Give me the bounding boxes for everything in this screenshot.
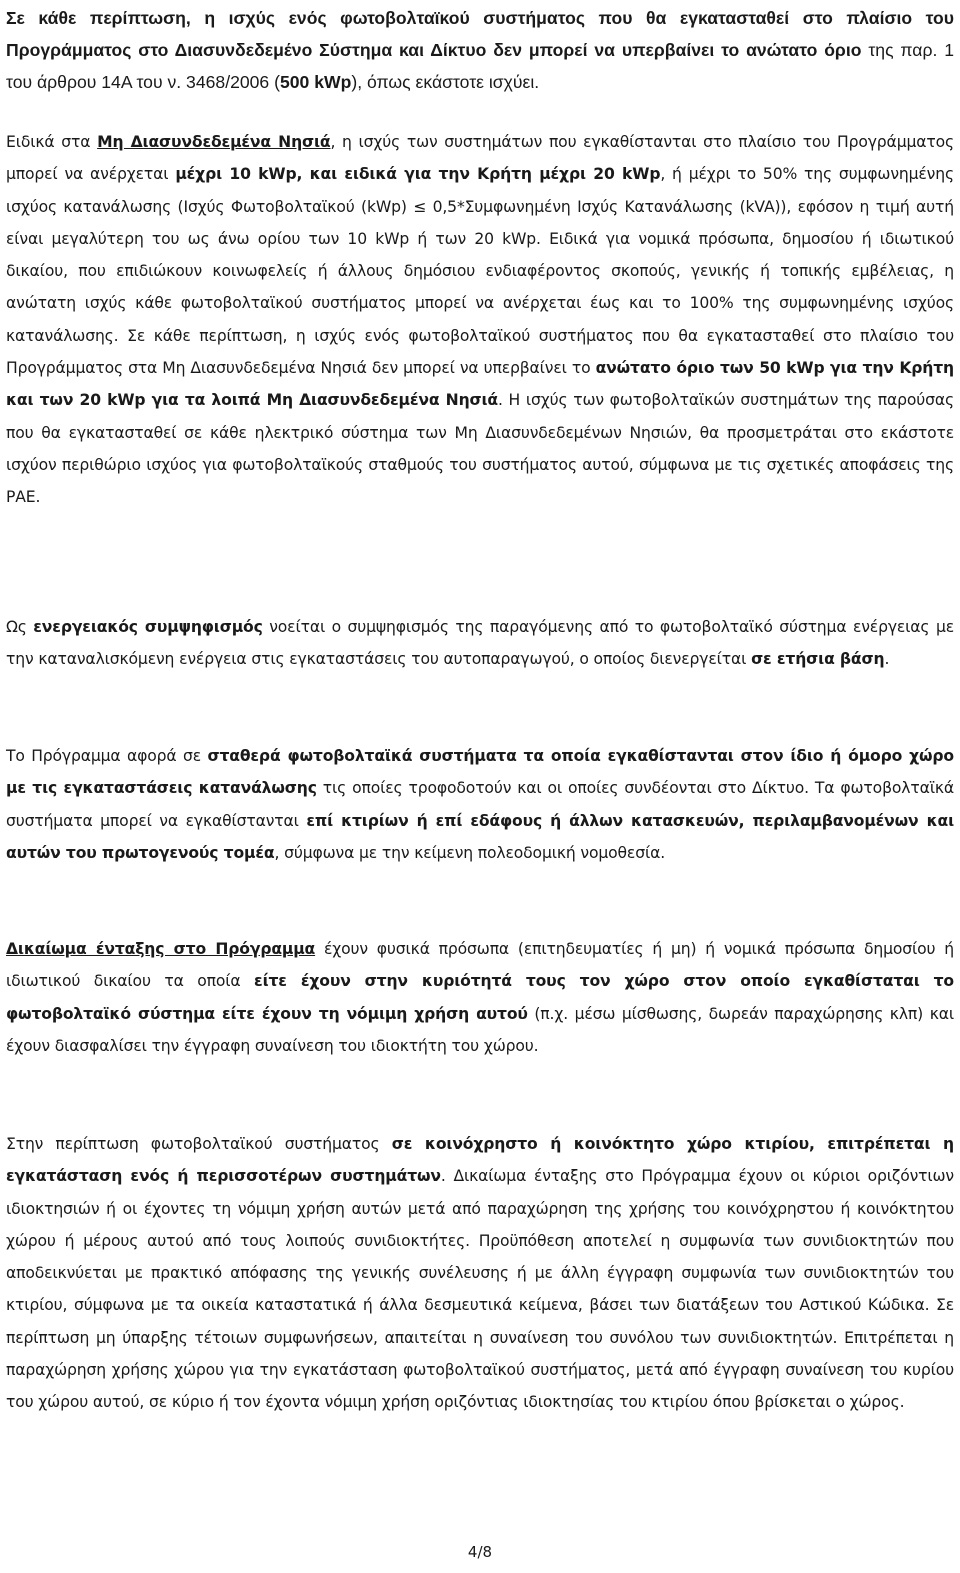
eligibility-term: Δικαίωμα ένταξης στο Πρόγραμμα [6, 940, 316, 958]
scope-systems: σταθερά φωτοβολταϊκά συστήματα τα οποία εγκαθίστανται στον ίδιο ή όμορο χώρο με τις εγκαταστάσεις κατανάλωσης [6, 747, 954, 798]
eligibility-condition: είτε έχουν στην κυριότητά τους τον χώρο στον οποίο εγκαθίσταται το φωτοβολταϊκό σύστημα είτε έχουν τη νόμιμη χρήση αυτού [6, 972, 954, 1023]
islands-text-1: Ειδικά στα [6, 133, 98, 151]
common-text-1: Στην περίπτωση φωτοβολταϊκού συστήματος [6, 1135, 392, 1153]
intro-text-end: ), όπως εκάστοτε ισχύει. [351, 72, 540, 92]
eligibility-paragraph [6, 933, 954, 1062]
islands-text-2: , η ισχύς των συστημάτων που εγκαθίστανται στο πλαίσιο του Προγράμματος μπορεί να ανέρχεται [6, 133, 954, 184]
scope-paragraph [6, 740, 954, 869]
netmetering-text-1: Ως [6, 618, 34, 636]
islands-term: Μη Διασυνδεδεμένα Νησιά [97, 133, 331, 151]
islands-text-4: . Η ισχύς των φωτοβολταϊκών συστημάτων της παρούσας που θα εγκατασταθεί σε κάθε ηλεκτρικό σύστημα των Μη Διασυνδεδεμένων Νησιών, θα προσμετράται στο εκάστοτε ισχύον περιθώριο ισχύος για φωτοβολταϊκούς σταθμούς του συστήματος αυτού, σύμφωνα με τις σχετικές αποφάσεις της ΡΑΕ. [6, 391, 954, 507]
common-text-2: . Δικαίωμα ένταξης στο Πρόγραμμα έχουν οι κύριοι οριζόντιων ιδιοκτησιών ή οι έχοντες τη νόμιμη χρήση αυτών μετά από παραχώρηση της χρήσης του κοινόχρηστου ή κοινόκτητου χώρου ή μέρους αυτού από τους λοιπούς συνιδιοκτήτες. Προϋπόθεση αποτελεί η συμφωνία των συνιδιοκτητών που αποδεικνύεται με πρακτικό απόφασης της γενικής συνέλευσης ή με άλλη έγγραφη συμφωνία των συνιδιοκτητών του κτιρίου, σύμφωνα με τα οικεία καταστατικά ή άλλα δεσμευτικά κείμενα, βάσει των διατάξεων του Αστικού Κώδικα. Σε περίπτωση μη ύπαρξης τέτοιων συμφωνήσεων, απαιτείται η συναίνεση του συνόλου των συνιδιοκτητών. Επιτρέπεται η παραχώρηση χρήσης χώρου για την εγκατάσταση φωτοβολταϊκού συστήματος, μετά από έγγραφη συναίνεση του κυρίου του χώρου αυτού, σε κύριο ή τον έχοντα νόμιμη χρήση οριζόντιας ιδιοκτησίας του κτιρίου όπου βρίσκεται ο χώρος. [6, 1167, 954, 1412]
netmetering-text-3: . [884, 650, 890, 669]
islands-paragraph [6, 126, 954, 514]
scope-text-3: , σύμφωνα με την κείμενη πολεοδομική νομοθεσία. [274, 843, 666, 862]
scope-text-2: τις οποίες τροφοδοτούν και οι οποίες συνδέονται στο Δίκτυο. Τα φωτοβολταϊκά συστήματα μπορεί να εγκαθίστανται [6, 779, 954, 830]
netmetering-text-2: νοείται ο συμψηφισμός της παραγόμενης από το φωτοβολταϊκό σύστημα ενέργειας με την καταναλισκόμενη ενέργεια στις εγκαταστάσεις του αυτοπαραγωγού, ο οποίος διενεργείται [6, 618, 954, 669]
intro-limit: 500 kWp [279, 72, 352, 92]
intro-text-bold: Σε κάθε περίπτωση, η ισχύς ενός φωτοβολταϊκού συστήματος που θα εγκατασταθεί στο πλαίσιο του Προγράμματος στο Διασυνδεδεμένο Σύστημα και Δίκτυο δεν μπορεί να υπερβαίνει το ανώτατο όριο [6, 8, 954, 60]
common-space-paragraph [6, 1128, 954, 1419]
netmetering-term: ενεργειακός συμψηφισμός [33, 618, 263, 636]
islands-max-limit: ανώτατο όριο των 50 kWp για την Κρήτη και των 20 kWp για τα λοιπά Μη Διασυνδεδεμένα Νησιά [6, 359, 954, 410]
netmetering-basis: σε ετήσια βάση [751, 650, 885, 669]
intro-paragraph [6, 2, 954, 98]
common-permission: σε κοινόχρηστο ή κοινόκτητο χώρο κτιρίου, επιτρέπεται η εγκατάσταση ενός ή περισσοτέρων συστημάτων [6, 1135, 954, 1186]
eligibility-text-1: έχουν φυσικά πρόσωπα (επιτηδευματίες ή μη) ή νομικά πρόσωπα δημοσίου ή ιδιωτικού δικαίου τα οποία [6, 940, 954, 991]
netmetering-paragraph [6, 611, 954, 676]
islands-limit: μέχρι 10 kWp, και ειδικά για την Κρήτη μέχρι 20 kWp [175, 165, 661, 184]
eligibility-text-2: (π.χ. μέσω μίσθωσης, δωρεάν παραχώρησης κλπ) και έχουν διασφαλίσει την έγγραφη συναίνεση του ιδιοκτήτη του χώρου. [6, 1004, 954, 1055]
scope-text-1: Το Πρόγραμμα αφορά σε [6, 747, 208, 765]
islands-text-3: , ή μέχρι το 50% της συμφωνημένης ισχύος κατανάλωσης (Ισχύς Φωτοβολταϊκού (kWp) ≤ 0,5*Συμφωνημένη Ισχύς Κατανάλωσης (kVA)), εφόσον η τιμή αυτή είναι μεγαλύτερη του ως άνω ορίου των 10 kWp ή των 20 kWp. Ειδικά για νομικά πρόσωπα, δημοσίου ή ιδιωτικού δικαίου, που επιδιώκουν κοινωφελείς ή άλλους δημόσιου ενδιαφέροντος σκοπούς, γενικής ή τοπικής εμβέλειας, η ανώτατη ισχύς κάθε φωτοβολταϊκού συστήματος μπορεί να ανέρχεται έως και το 100% της συμφωνημένης ισχύος κατανάλωσης. Σε κάθε περίπτωση, η ισχύς ενός φωτοβολταϊκού συστήματος που θα εγκατασταθεί στο πλαίσιο του Προγράμματος στα Μη Διασυνδεδεμένα Νησιά δεν μπορεί να υπερβαίνει το [6, 165, 954, 378]
scope-locations: επί κτιρίων ή επί εδάφους ή άλλων κατασκευών, περιλαμβανομένων και αυτών του πρωτογενούς τομέα [6, 811, 955, 862]
intro-text: της παρ. 1 του άρθρου 14Α του ν. 3468/2006 ( [6, 40, 955, 92]
page-number: 4/8 [467, 1543, 493, 1561]
